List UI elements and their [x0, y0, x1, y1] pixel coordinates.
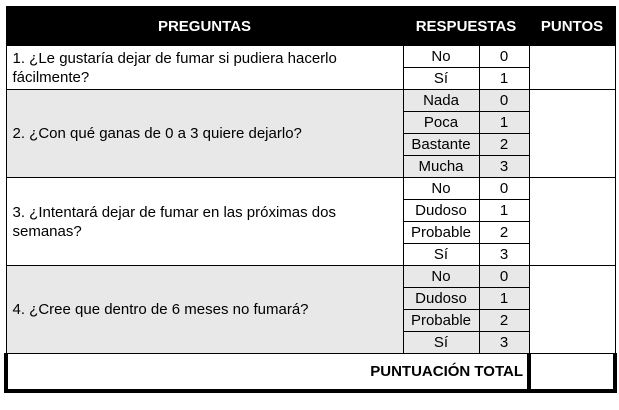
question-text: 2. ¿Con qué ganas de 0 a 3 quiere dejarlo? — [6, 90, 403, 178]
header-respuestas: RESPUESTAS — [403, 7, 529, 46]
answer-value: 0 — [479, 46, 529, 68]
answer-value: 1 — [479, 288, 529, 310]
answer-label: Mucha — [403, 156, 479, 178]
header-row — [6, 7, 615, 46]
answer-row — [6, 46, 615, 68]
answer-row — [6, 178, 615, 200]
answer-value: 1 — [479, 200, 529, 222]
questions-body — [6, 46, 615, 354]
answer-label: No — [403, 46, 479, 68]
total-score-cell[interactable] — [529, 354, 615, 392]
question-points-cell[interactable] — [529, 90, 615, 178]
answer-label: No — [403, 178, 479, 200]
answer-value: 0 — [479, 266, 529, 288]
answer-value: 1 — [479, 112, 529, 134]
question-points-cell[interactable] — [529, 178, 615, 266]
answer-label: Dudoso — [403, 288, 479, 310]
answer-label: Dudoso — [403, 200, 479, 222]
answer-value: 1 — [479, 68, 529, 90]
question-points-cell[interactable] — [529, 46, 615, 90]
answer-value: 3 — [479, 156, 529, 178]
answer-value: 0 — [479, 90, 529, 112]
answer-label: Poca — [403, 112, 479, 134]
answer-row — [6, 266, 615, 288]
answer-label: Probable — [403, 310, 479, 332]
answer-label: Probable — [403, 222, 479, 244]
total-row — [6, 354, 615, 392]
answer-value: 2 — [479, 222, 529, 244]
answer-row — [6, 90, 615, 112]
answer-label: Sí — [403, 68, 479, 90]
answer-value: 0 — [479, 178, 529, 200]
answer-label: No — [403, 266, 479, 288]
answer-value: 3 — [479, 332, 529, 354]
questionnaire-table — [4, 6, 617, 393]
question-text: 3. ¿Intentará dejar de fumar en las próximas dos semanas? — [6, 178, 403, 266]
header-puntos: PUNTOS — [529, 7, 615, 46]
total-label: PUNTUACIÓN TOTAL — [6, 354, 529, 392]
questionnaire-table-container — [4, 6, 613, 393]
answer-label: Bastante — [403, 134, 479, 156]
question-text: 4. ¿Cree que dentro de 6 meses no fumará? — [6, 266, 403, 354]
answer-value: 2 — [479, 310, 529, 332]
answer-label: Sí — [403, 332, 479, 354]
question-points-cell[interactable] — [529, 266, 615, 354]
answer-label: Nada — [403, 90, 479, 112]
question-text: 1. ¿Le gustaría dejar de fumar si pudiera hacerlo fácilmente? — [6, 46, 403, 90]
answer-value: 3 — [479, 244, 529, 266]
answer-label: Sí — [403, 244, 479, 266]
header-preguntas: PREGUNTAS — [6, 7, 403, 46]
answer-value: 2 — [479, 134, 529, 156]
